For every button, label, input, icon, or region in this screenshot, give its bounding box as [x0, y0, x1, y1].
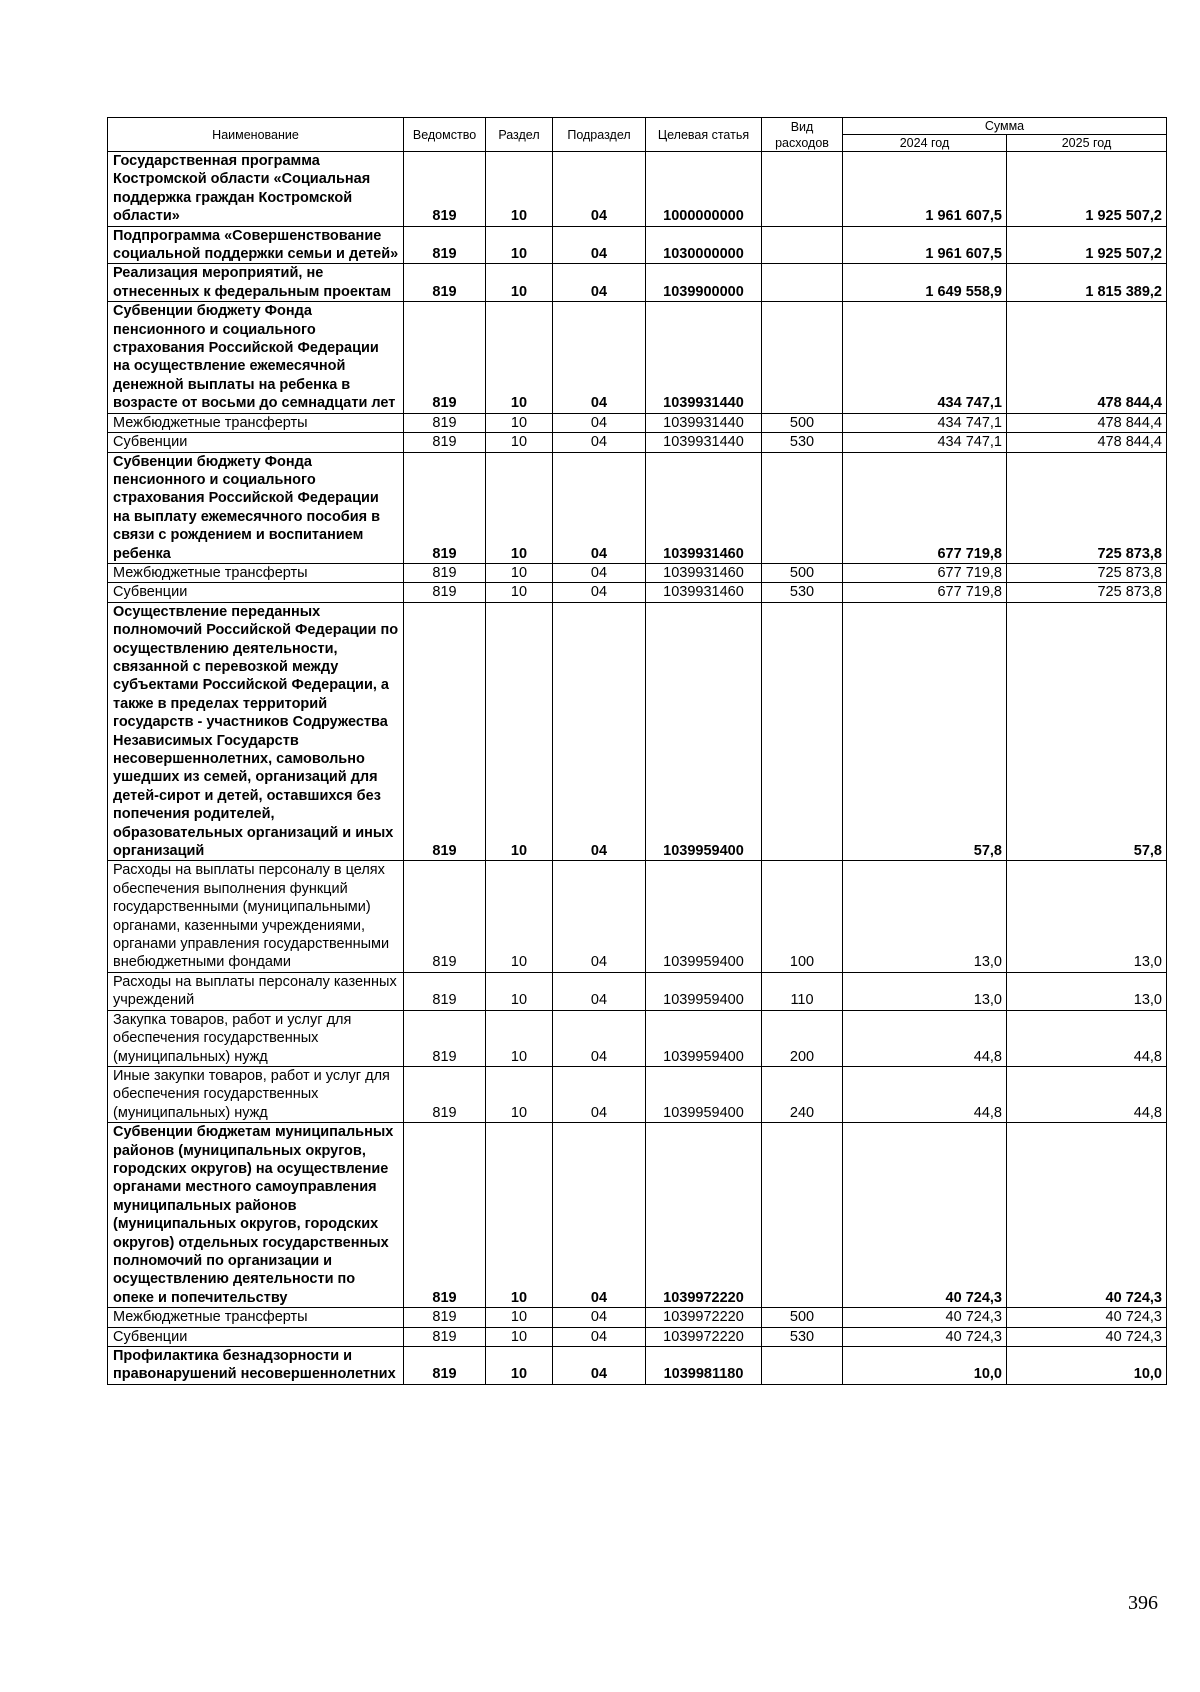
cell-2024: 13,0	[843, 861, 1007, 972]
cell-section: 10	[486, 583, 553, 602]
cell-exp-type: 100	[762, 861, 843, 972]
cell-name: Закупка товаров, работ и услуг для обеспечения государственных (муниципальных) нужд	[108, 1010, 404, 1066]
cell-name: Межбюджетные трансферты	[108, 563, 404, 582]
table-body	[108, 152, 1167, 1385]
cell-subsection: 04	[553, 433, 646, 452]
cell-section: 10	[486, 861, 553, 972]
cell-name: Субвенции бюджету Фонда пенсионного и социального страхования Российской Федерации на осуществление ежемесячной денежной выплаты на ребенка в возрасте от восьми до семнадцати лет	[108, 302, 404, 413]
cell-subsection: 04	[553, 1327, 646, 1346]
cell-2025: 1 925 507,2	[1007, 226, 1167, 264]
table-row	[108, 152, 1167, 227]
cell-subsection: 04	[553, 563, 646, 582]
cell-exp-type	[762, 602, 843, 861]
cell-dept: 819	[404, 226, 486, 264]
cell-subsection: 04	[553, 1066, 646, 1122]
cell-dept: 819	[404, 413, 486, 432]
cell-exp-type	[762, 226, 843, 264]
cell-dept: 819	[404, 1066, 486, 1122]
header-name: Наименование	[108, 118, 404, 152]
cell-subsection: 04	[553, 972, 646, 1010]
header-target: Целевая статья	[646, 118, 762, 152]
cell-dept: 819	[404, 152, 486, 227]
cell-exp-type: 240	[762, 1066, 843, 1122]
cell-dept: 819	[404, 302, 486, 413]
cell-2025: 13,0	[1007, 861, 1167, 972]
cell-dept: 819	[404, 1010, 486, 1066]
cell-dept: 819	[404, 1327, 486, 1346]
header-sum: Сумма	[843, 118, 1167, 135]
cell-2024: 10,0	[843, 1347, 1007, 1385]
cell-2025: 57,8	[1007, 602, 1167, 861]
cell-2025: 40 724,3	[1007, 1308, 1167, 1327]
cell-subsection: 04	[553, 152, 646, 227]
cell-section: 10	[486, 452, 553, 563]
cell-dept: 819	[404, 1347, 486, 1385]
header-2025: 2025 год	[1007, 135, 1167, 152]
table-row	[108, 563, 1167, 582]
cell-section: 10	[486, 1347, 553, 1385]
cell-target: 1039972220	[646, 1123, 762, 1308]
cell-2024: 40 724,3	[843, 1123, 1007, 1308]
cell-exp-type	[762, 264, 843, 302]
cell-2024: 1 961 607,5	[843, 226, 1007, 264]
cell-name: Субвенции	[108, 1327, 404, 1346]
cell-subsection: 04	[553, 226, 646, 264]
cell-subsection: 04	[553, 1347, 646, 1385]
cell-target: 1039931460	[646, 583, 762, 602]
cell-section: 10	[486, 1010, 553, 1066]
cell-name: Субвенции бюджетам муниципальных районов (муниципальных округов, городских округов) на осуществление органами местного самоуправления муниципальных районов (муниципальных округов, городских округов) отдельных государственных полномочий по организации и осуществлению деятельности по опеке и попечительству	[108, 1123, 404, 1308]
cell-subsection: 04	[553, 452, 646, 563]
table-row	[108, 1066, 1167, 1122]
table-row	[108, 972, 1167, 1010]
table-row	[108, 302, 1167, 413]
cell-target: 1000000000	[646, 152, 762, 227]
cell-target: 1039959400	[646, 1066, 762, 1122]
cell-name: Субвенции	[108, 583, 404, 602]
cell-exp-type: 500	[762, 563, 843, 582]
cell-section: 10	[486, 1327, 553, 1346]
cell-name: Подпрограмма «Совершенствование социальной поддержки семьи и детей»	[108, 226, 404, 264]
cell-subsection: 04	[553, 602, 646, 861]
cell-exp-type	[762, 452, 843, 563]
cell-target: 1039931440	[646, 433, 762, 452]
cell-exp-type: 200	[762, 1010, 843, 1066]
cell-name: Расходы на выплаты персоналу в целях обеспечения выполнения функций государственными (муниципальными) органами, казенными учреждениями, органами управления государственными внебюджетными фондами	[108, 861, 404, 972]
table-row	[108, 1123, 1167, 1308]
cell-2024: 677 719,8	[843, 563, 1007, 582]
cell-target: 1039981180	[646, 1347, 762, 1385]
cell-2024: 40 724,3	[843, 1308, 1007, 1327]
cell-2024: 677 719,8	[843, 452, 1007, 563]
cell-name: Субвенции бюджету Фонда пенсионного и социального страхования Российской Федерации на выплату ежемесячного пособия в связи с рождением и воспитанием ребенка	[108, 452, 404, 563]
cell-2024: 434 747,1	[843, 302, 1007, 413]
cell-target: 1039959400	[646, 602, 762, 861]
cell-subsection: 04	[553, 1123, 646, 1308]
cell-name: Субвенции	[108, 433, 404, 452]
header-section: Раздел	[486, 118, 553, 152]
cell-name: Расходы на выплаты персоналу казенных учреждений	[108, 972, 404, 1010]
cell-target: 1030000000	[646, 226, 762, 264]
cell-2024: 677 719,8	[843, 583, 1007, 602]
cell-section: 10	[486, 972, 553, 1010]
cell-dept: 819	[404, 861, 486, 972]
header-2024: 2024 год	[843, 135, 1007, 152]
cell-2024: 44,8	[843, 1010, 1007, 1066]
cell-exp-type: 530	[762, 1327, 843, 1346]
cell-section: 10	[486, 226, 553, 264]
cell-section: 10	[486, 1066, 553, 1122]
table-row	[108, 264, 1167, 302]
cell-name: Профилактика безнадзорности и правонарушений несовершеннолетних	[108, 1347, 404, 1385]
cell-exp-type	[762, 1347, 843, 1385]
cell-2025: 478 844,4	[1007, 433, 1167, 452]
cell-2025: 478 844,4	[1007, 413, 1167, 432]
cell-2025: 44,8	[1007, 1010, 1167, 1066]
header-subsection: Подраздел	[553, 118, 646, 152]
cell-2025: 725 873,8	[1007, 563, 1167, 582]
cell-name: Реализация мероприятий, не отнесенных к федеральным проектам	[108, 264, 404, 302]
header-exp-type: Вид расходов	[762, 118, 843, 152]
cell-subsection: 04	[553, 302, 646, 413]
table-row	[108, 1327, 1167, 1346]
cell-2024: 13,0	[843, 972, 1007, 1010]
cell-target: 1039972220	[646, 1308, 762, 1327]
cell-2025: 1 925 507,2	[1007, 152, 1167, 227]
cell-2025: 478 844,4	[1007, 302, 1167, 413]
table-row	[108, 861, 1167, 972]
budget-table	[107, 117, 1167, 1385]
cell-2024: 40 724,3	[843, 1327, 1007, 1346]
cell-name: Иные закупки товаров, работ и услуг для обеспечения государственных (муниципальных) нужд	[108, 1066, 404, 1122]
cell-name: Государственная программа Костромской области «Социальная поддержка граждан Костромской области»	[108, 152, 404, 227]
cell-subsection: 04	[553, 583, 646, 602]
cell-2024: 1 649 558,9	[843, 264, 1007, 302]
header-dept: Ведомство	[404, 118, 486, 152]
cell-target: 1039972220	[646, 1327, 762, 1346]
cell-2025: 40 724,3	[1007, 1327, 1167, 1346]
cell-2024: 434 747,1	[843, 413, 1007, 432]
cell-target: 1039959400	[646, 1010, 762, 1066]
cell-name: Межбюджетные трансферты	[108, 1308, 404, 1327]
table-row	[108, 1010, 1167, 1066]
cell-2025: 1 815 389,2	[1007, 264, 1167, 302]
cell-section: 10	[486, 433, 553, 452]
cell-subsection: 04	[553, 264, 646, 302]
cell-2025: 725 873,8	[1007, 583, 1167, 602]
cell-2025: 40 724,3	[1007, 1123, 1167, 1308]
cell-section: 10	[486, 152, 553, 227]
cell-dept: 819	[404, 972, 486, 1010]
cell-dept: 819	[404, 452, 486, 563]
cell-exp-type	[762, 152, 843, 227]
cell-section: 10	[486, 602, 553, 861]
cell-section: 10	[486, 1123, 553, 1308]
cell-target: 1039959400	[646, 972, 762, 1010]
cell-dept: 819	[404, 563, 486, 582]
cell-exp-type: 500	[762, 413, 843, 432]
cell-subsection: 04	[553, 413, 646, 432]
cell-2025: 13,0	[1007, 972, 1167, 1010]
cell-dept: 819	[404, 1308, 486, 1327]
cell-exp-type: 530	[762, 583, 843, 602]
cell-2025: 10,0	[1007, 1347, 1167, 1385]
cell-subsection: 04	[553, 861, 646, 972]
cell-dept: 819	[404, 433, 486, 452]
cell-dept: 819	[404, 583, 486, 602]
cell-target: 1039900000	[646, 264, 762, 302]
cell-dept: 819	[404, 264, 486, 302]
table-row	[108, 433, 1167, 452]
cell-section: 10	[486, 264, 553, 302]
table-row	[108, 583, 1167, 602]
cell-target: 1039931460	[646, 563, 762, 582]
table-row	[108, 1347, 1167, 1385]
cell-target: 1039931440	[646, 413, 762, 432]
cell-name: Осуществление переданных полномочий Российской Федерации по осуществлению деятельности, связанной с перевозкой между субъектами Российской Федерации, а также в пределах территорий государств - участников Содружества Независимых Государств несовершеннолетних, самовольно ушедших из семей, организаций для детей-сирот и детей, оставшихся без попечения родителей, образовательных организаций и иных организаций	[108, 602, 404, 861]
table-header	[108, 118, 1167, 152]
cell-exp-type: 530	[762, 433, 843, 452]
cell-2024: 57,8	[843, 602, 1007, 861]
cell-section: 10	[486, 302, 553, 413]
cell-2025: 44,8	[1007, 1066, 1167, 1122]
cell-exp-type: 110	[762, 972, 843, 1010]
cell-exp-type: 500	[762, 1308, 843, 1327]
cell-subsection: 04	[553, 1010, 646, 1066]
table-row	[108, 413, 1167, 432]
cell-target: 1039931460	[646, 452, 762, 563]
cell-name: Межбюджетные трансферты	[108, 413, 404, 432]
page-number: 396	[1128, 1592, 1158, 1614]
cell-target: 1039959400	[646, 861, 762, 972]
cell-exp-type	[762, 302, 843, 413]
cell-2024: 44,8	[843, 1066, 1007, 1122]
table-row	[108, 452, 1167, 563]
cell-target: 1039931440	[646, 302, 762, 413]
cell-section: 10	[486, 563, 553, 582]
cell-dept: 819	[404, 602, 486, 861]
table-row	[108, 602, 1167, 861]
table-row	[108, 226, 1167, 264]
cell-subsection: 04	[553, 1308, 646, 1327]
cell-2024: 434 747,1	[843, 433, 1007, 452]
table-row	[108, 1308, 1167, 1327]
cell-2024: 1 961 607,5	[843, 152, 1007, 227]
cell-exp-type	[762, 1123, 843, 1308]
cell-section: 10	[486, 413, 553, 432]
cell-section: 10	[486, 1308, 553, 1327]
cell-2025: 725 873,8	[1007, 452, 1167, 563]
cell-dept: 819	[404, 1123, 486, 1308]
